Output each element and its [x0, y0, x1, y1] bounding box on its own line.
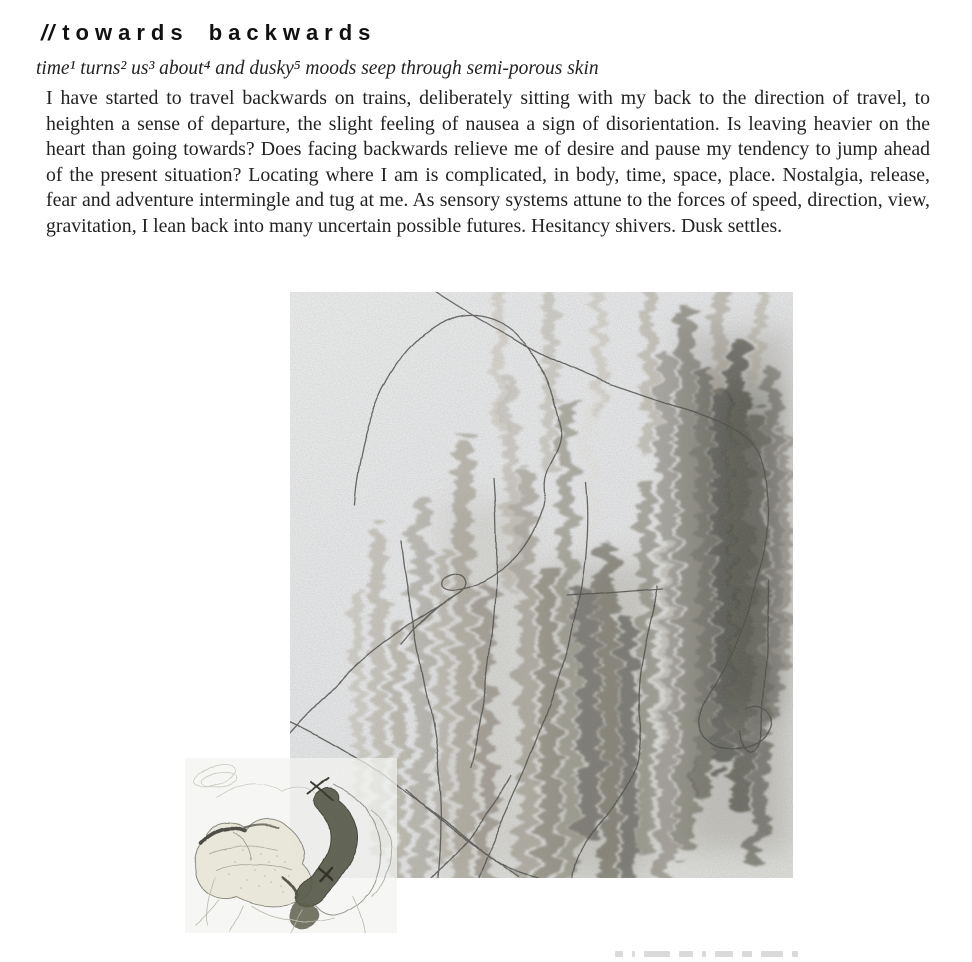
pod-study-drawing: [185, 758, 397, 933]
subtitle-line: time¹ turns² us³ about⁴ and dusky⁵ moods seep through semi-porous skin: [36, 58, 599, 79]
caption-remnant: [615, 951, 798, 962]
page-title: [41, 20, 376, 46]
title-slashes: //: [41, 20, 56, 45]
body-paragraph: I have started to travel backwards on trains, deliberately sitting with my back to the direction of travel, to heighten a sense of departure, the slight feeling of nausea a sign of disorientation. Is leaving heavier on the heart than going towards? Does facing backwards relieve me of desire and pause my tendency to jump ahead of the present situation? Locating where I am is complicated, in body, time, space, place. Nostalgia, release, fear and adventure intermingle and tug at me. As sensory systems attune to the forces of speed, direction, view, gravitation, I lean back into many uncertain possible futures. Hesitancy shivers. Dusk settles.: [46, 87, 930, 237]
title-text: towards backwards: [62, 20, 377, 45]
artwork-inset-image: [185, 758, 397, 933]
